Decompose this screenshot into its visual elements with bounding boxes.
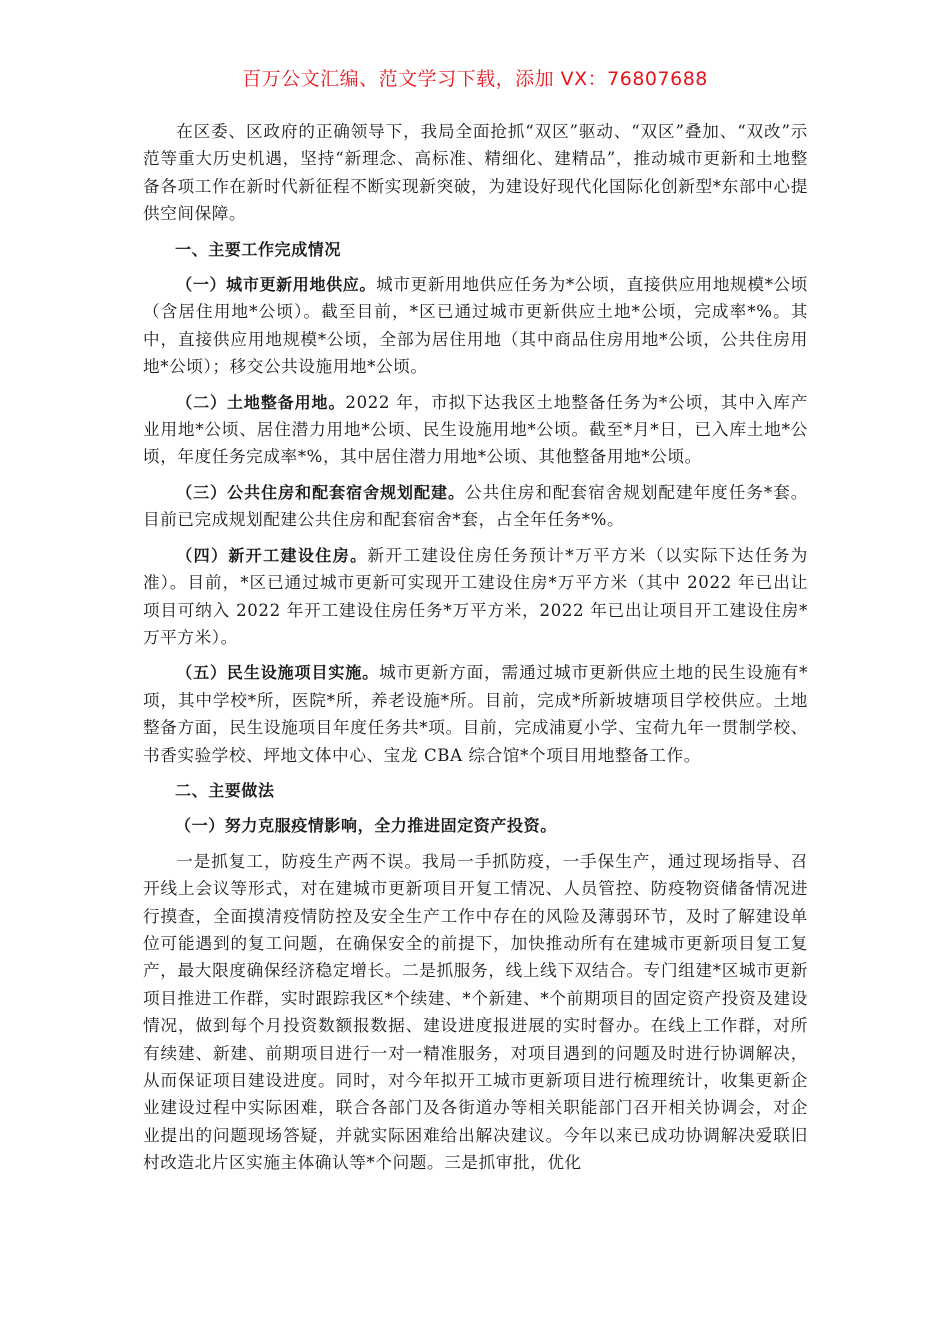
- item-lead: （二）土地整备用地。: [176, 392, 346, 412]
- item-paragraph: [143, 542, 808, 652]
- item-lead: （四）新开工建设住房。: [176, 545, 368, 565]
- item-text: 公共住房和配套宿舍规划配建年度任务*套。目前已完成规划配建公共住房和配套宿舍*套，占全年任务*%。: [143, 482, 808, 530]
- item-paragraph: [143, 659, 808, 769]
- item-paragraph: [143, 479, 808, 534]
- body-paragraph: 一是抓复工，防疫生产两不误。我局一手抓防疫，一手保生产，通过现场指导、召开线上会议等形式，对在建城市更新项目开复工情况、人员管控、防疫物资储备情况进行摸查，全面摸清疫情防控及安全生产工作中存在的风险及薄弱环节，及时了解建设单位可能遇到的复工问题，在确保安全的前提下，加快推动所有在建城市更新项目复工复产，最大限度确保经济稳定增长。二是抓服务，线上线下双结合。专门组建*区城市更新项目推进工作群，实时跟踪我区*个续建、*个新建、*个前期项目的固定资产投资及建设情况，做到每个月投资数额报数据、建设进度报进展的实时督办。在线上工作群，对所有续建、新建、前期项目进行一对一精准服务，对项目遇到的问题及时进行协调解决，从而保证项目建设进度。同时，对今年拟开工城市更新项目进行梳理统计，收集更新企业建设过程中实际困难，联合各部门及各街道办等相关职能部门召开相关协调会，对企业提出的问题现场答疑，并就实际困难给出解决建议。今年以来已成功协调解决爱联旧村改造北片区实施主体确认等*个问题。三是抓审批，优化: [143, 851, 808, 1173]
- item-lead: （五）民生设施项目实施。: [176, 663, 380, 683]
- subsection-heading: （一）努力克服疫情影响，全力推进固定资产投资。: [175, 816, 557, 836]
- item-lead: （一）城市更新用地供应。: [176, 275, 377, 295]
- item-lead: （三）公共住房和配套宿舍规划配建。: [176, 482, 466, 502]
- item-text: 城市更新方面，需通过城市更新供应土地的民生设施有*项，其中学校*所，医院*所，养老设施*所。目前，完成*所新坡塘项目学校供应。土地整备方面，民生设施项目年度任务共*项。目前，完成浦夏小学、宝荷九年一贯制学校、书香实验学校、坪地文体中心、宝龙 CBA 综合馆*个项目用地整备工作。: [143, 663, 808, 765]
- item-text: 新开工建设住房任务预计*万平方米（以实际下达任务为准）。目前，*区已通过城市更新可实现开工建设住房*万平方米（其中 2022 年已出让项目可纳入 2022 年开工建设住房任务*万平方米，2022 年已出让项目开工建设住房*万平方米）。: [143, 545, 808, 647]
- section-heading-2: 二、主要做法: [175, 780, 275, 800]
- intro-paragraph: 在区委、区政府的正确领导下，我局全面抢抓“双区”驱动、“双区”叠加、“双改”示范等重大历史机遇，坚持“新理念、高标准、精细化、建精品”，推动城市更新和土地整备各项工作在新时代新征程不断实现新突破，为建设好现代化国际化创新型*东部中心提供空间保障。: [143, 122, 808, 224]
- section-heading-1: 一、主要工作完成情况: [175, 239, 342, 259]
- document-body: [143, 118, 808, 1177]
- item-paragraph: [143, 271, 808, 381]
- item-text: 城市更新用地供应任务为*公顷，直接供应用地规模*公顷（含居住用地*公顷）。截至目前，*区已通过城市更新供应土地*公顷，完成率*%。其中，直接供应用地规模*公顷，全部为居住用地（其中商品住房用地*公顷，公共住房用地*公顷）；移交公共设施用地*公顷。: [143, 275, 808, 377]
- item-text: 2022 年，市拟下达我区土地整备任务为*公顷，其中入库产业用地*公顷、居住潜力用地*公顷、民生设施用地*公顷。截至*月*日，已入库土地*公顷，年度任务完成率*%，其中居住潜力用地*公顷、其他整备用地*公顷。: [143, 392, 808, 467]
- item-paragraph: [143, 389, 808, 471]
- promo-banner: 百万公文汇编、范文学习下载，添加 VX：76807688: [242, 68, 708, 90]
